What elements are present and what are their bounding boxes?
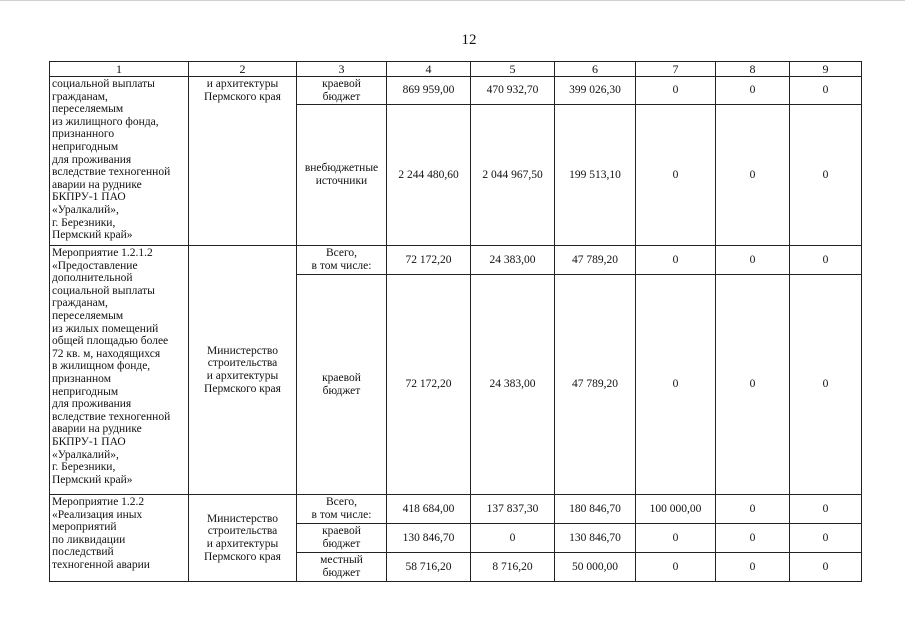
measure-name-line: для проживания	[52, 398, 132, 411]
measure-name-line: последствий	[52, 546, 114, 559]
amount-cell: 199 513,10	[555, 105, 636, 246]
funding-source-cell: Всего, в том числе:	[297, 246, 387, 275]
column-header: 2	[189, 62, 297, 77]
amount-cell: 130 846,70	[555, 524, 636, 553]
column-header: 8	[716, 62, 790, 77]
measure-name-line: БКПРУ-1 ПАО	[52, 435, 126, 448]
amount-cell: 0	[790, 77, 862, 105]
amount-cell: 0	[716, 524, 790, 553]
funding-source-cell: местный бюджет	[297, 553, 387, 582]
measure-name-line: для проживания	[52, 153, 132, 166]
scan-edge-line	[0, 0, 905, 1]
amount-cell: 0	[716, 495, 790, 524]
amount-cell: 0	[471, 524, 555, 553]
amount-cell: 0	[716, 77, 790, 105]
funding-source-cell: краевой бюджет	[297, 77, 387, 105]
amount-cell: 8 716,20	[471, 553, 555, 582]
amount-cell: 0	[636, 246, 716, 275]
amount-cell: 470 932,70	[471, 77, 555, 105]
column-header: 5	[471, 62, 555, 77]
measure-name-line: БКПРУ-1 ПАО	[52, 191, 126, 204]
column-header: 3	[297, 62, 387, 77]
measure-name-cell	[50, 246, 189, 495]
amount-cell: 0	[636, 275, 716, 495]
measure-name-line: г. Березники,	[52, 216, 116, 229]
table-row	[50, 246, 862, 275]
amount-cell: 0	[790, 495, 862, 524]
measure-name-line: непригодным	[52, 385, 119, 398]
measure-name-line: непригодным	[52, 140, 119, 153]
budget-table	[49, 61, 862, 582]
measure-name-line: признанного	[52, 128, 115, 141]
executor-cell: и архитектуры Пермского края	[189, 77, 297, 246]
amount-cell: 47 789,20	[555, 246, 636, 275]
amount-cell: 0	[636, 524, 716, 553]
funding-source-cell: краевой бюджет	[297, 275, 387, 495]
column-header: 4	[387, 62, 471, 77]
column-header: 9	[790, 62, 862, 77]
column-header: 1	[50, 62, 189, 77]
column-number-row	[50, 62, 862, 77]
amount-cell: 50 000,00	[555, 553, 636, 582]
column-header: 6	[555, 62, 636, 77]
funding-source-cell: краевой бюджет	[297, 524, 387, 553]
measure-name-line: аварии на руднике	[52, 423, 142, 436]
amount-cell: 24 383,00	[471, 246, 555, 275]
table-row	[50, 77, 862, 105]
measure-name-line: гражданам,	[52, 90, 108, 103]
amount-cell: 0	[716, 246, 790, 275]
measure-name-line: из жилищного фонда,	[52, 115, 159, 128]
measure-name-line: аварии на руднике	[52, 178, 142, 191]
measure-name-line: Пермский край»	[52, 473, 133, 486]
amount-cell: 0	[636, 105, 716, 246]
measure-name-line: в жилищном фонде,	[52, 360, 151, 373]
amount-cell: 0	[790, 524, 862, 553]
measure-name-line: мероприятий	[52, 521, 117, 534]
amount-cell: 47 789,20	[555, 275, 636, 495]
amount-cell: 72 172,20	[387, 246, 471, 275]
amount-cell: 418 684,00	[387, 495, 471, 524]
measure-name-line: «Реализация иных	[52, 508, 143, 521]
amount-cell: 24 383,00	[471, 275, 555, 495]
measure-name-line: из жилых помещений	[52, 322, 159, 335]
measure-name-line: 72 кв. м, находящихся	[52, 347, 161, 360]
measure-name-line: Пермский край»	[52, 229, 133, 242]
measure-name-line: Мероприятие 1.2.2	[52, 496, 145, 508]
measure-name-line: гражданам,	[52, 297, 108, 310]
executor-cell: Министерство строительства и архитектуры Пермского края	[189, 246, 297, 495]
measure-name-line: переселяемым	[52, 309, 124, 322]
table-row	[50, 495, 862, 524]
amount-cell: 130 846,70	[387, 524, 471, 553]
amount-cell: 0	[790, 105, 862, 246]
measure-name-line: общей площадью более	[52, 335, 169, 348]
measure-name-line: переселяемым	[52, 103, 124, 116]
measure-name-line: техногенной аварии	[52, 558, 150, 571]
amount-cell: 2 244 480,60	[387, 105, 471, 246]
amount-cell: 0	[636, 77, 716, 105]
column-header: 7	[636, 62, 716, 77]
amount-cell: 58 716,20	[387, 553, 471, 582]
measure-name-line: г. Березники,	[52, 461, 116, 474]
measure-name-line: Мероприятие 1.2.1.2	[52, 247, 153, 259]
amount-cell: 2 044 967,50	[471, 105, 555, 246]
amount-cell: 0	[790, 553, 862, 582]
measure-name-line: по ликвидации	[52, 533, 126, 546]
amount-cell: 100 000,00	[636, 495, 716, 524]
amount-cell: 399 026,30	[555, 77, 636, 105]
amount-cell: 72 172,20	[387, 275, 471, 495]
measure-name-line: вследствие техногенной	[52, 166, 171, 179]
measure-name-cell	[50, 495, 189, 582]
measure-name-line: вследствие техногенной	[52, 410, 171, 423]
executor-cell: Министерство строительства и архитектуры Пермского края	[189, 495, 297, 582]
measure-name-line: дополнительной	[52, 272, 133, 285]
measure-name-line: признанном	[52, 372, 111, 385]
amount-cell: 180 846,70	[555, 495, 636, 524]
measure-name-line: социальной выплаты	[52, 78, 155, 90]
page-number: 12	[461, 32, 477, 48]
measure-name-cell	[50, 77, 189, 246]
amount-cell: 0	[790, 275, 862, 495]
amount-cell: 869 959,00	[387, 77, 471, 105]
measure-name-line: социальной выплаты	[52, 284, 155, 297]
amount-cell: 0	[716, 275, 790, 495]
funding-source-cell: Всего, в том числе:	[297, 495, 387, 524]
measure-name-line: «Уралкалий»,	[52, 203, 119, 216]
amount-cell: 137 837,30	[471, 495, 555, 524]
amount-cell: 0	[636, 553, 716, 582]
amount-cell: 0	[790, 246, 862, 275]
measure-name-line: «Предоставление	[52, 259, 138, 272]
amount-cell: 0	[716, 553, 790, 582]
amount-cell: 0	[716, 105, 790, 246]
funding-source-cell: внебюджетные источники	[297, 105, 387, 246]
measure-name-line: «Уралкалий»,	[52, 448, 119, 461]
